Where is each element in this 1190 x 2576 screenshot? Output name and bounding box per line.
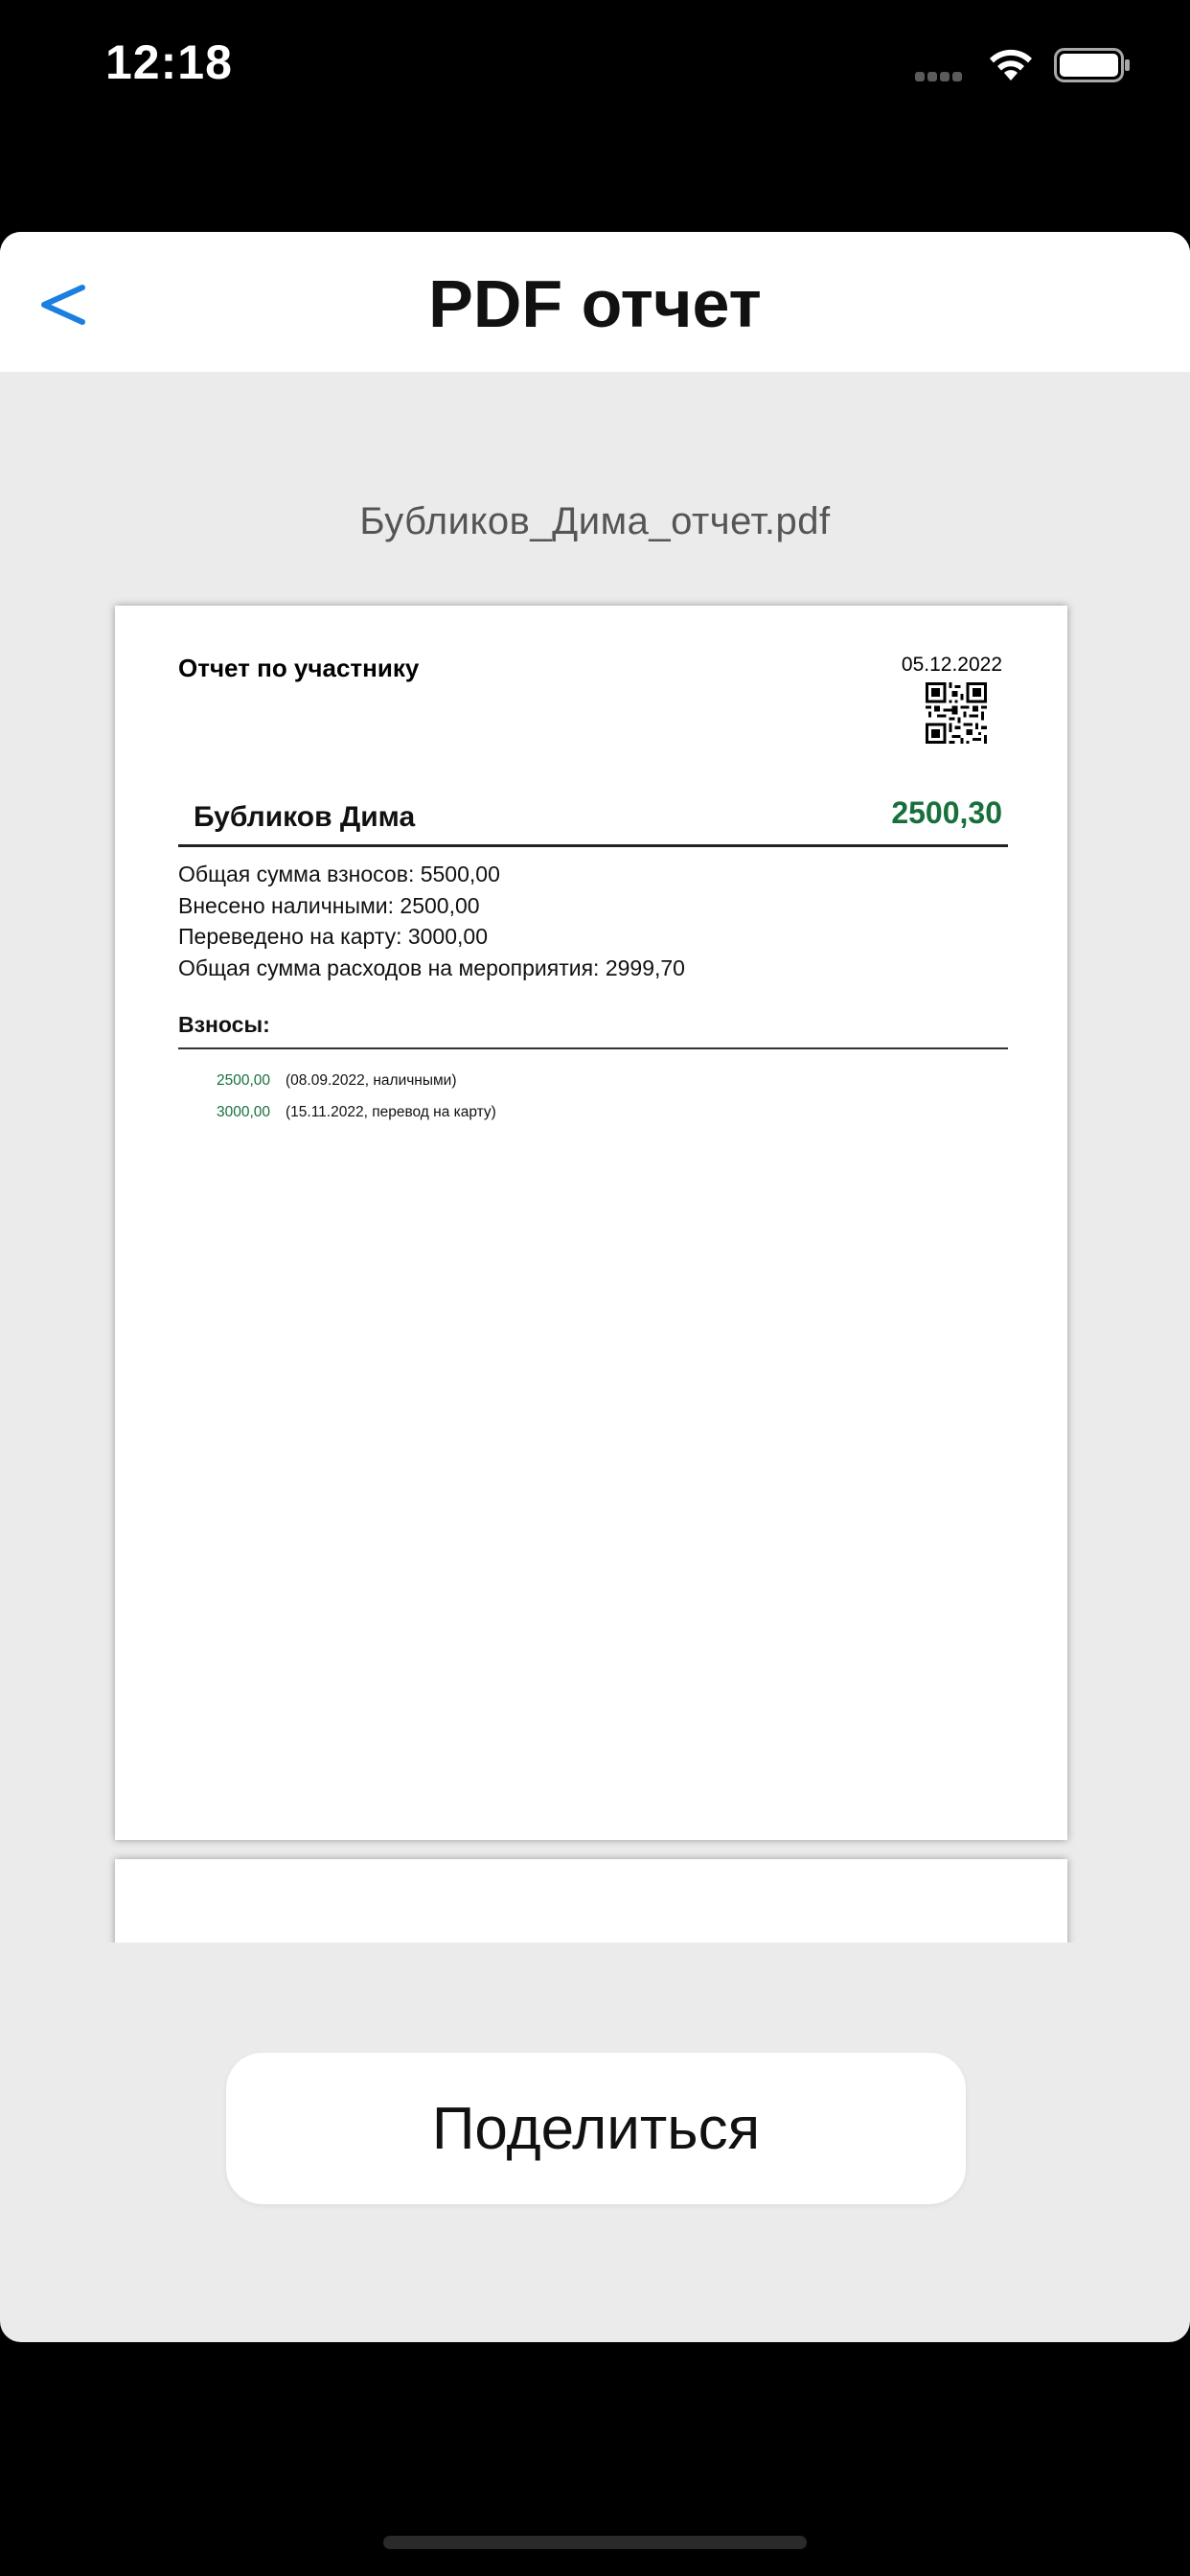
file-name: Бубликов_Дима_отчет.pdf: [359, 500, 831, 542]
page-title: PDF отчет: [428, 266, 762, 341]
divider: [178, 1047, 1008, 1049]
contribution-note: (15.11.2022, перевод на карту): [286, 1104, 496, 1120]
battery-icon: [1054, 48, 1131, 82]
summary-block: [178, 859, 685, 983]
summary-event-expenses: Общая сумма расходов на мероприятия: 2999,70: [178, 954, 685, 980]
modal-sheet: [0, 232, 1190, 2342]
list-item: [178, 1070, 496, 1101]
navigation-bar: [0, 232, 1190, 372]
participant-name: Бубликов Дима: [194, 801, 416, 833]
divider: [178, 844, 1008, 847]
home-indicator[interactable]: [383, 2536, 807, 2549]
cellular-signal-icon: [915, 69, 965, 86]
contribution-note: (08.09.2022, наличными): [286, 1072, 457, 1089]
report-heading: Отчет по участнику: [178, 654, 420, 682]
contribution-amount: 3000,00: [216, 1104, 270, 1120]
list-item: [178, 1101, 496, 1133]
contributions-list: [178, 1070, 496, 1133]
summary-cash: Внесено наличными: 2500,00: [178, 892, 480, 918]
status-time: 12:18: [105, 35, 233, 89]
contributions-heading: Взносы:: [178, 1012, 270, 1037]
wifi-icon: [987, 46, 1035, 82]
pdf-preview[interactable]: [105, 596, 1083, 1943]
share-button[interactable]: Поделиться: [226, 2053, 966, 2204]
summary-card-transfer: Переведено на карту: 3000,00: [178, 924, 488, 949]
pdf-page: [115, 606, 1067, 1840]
summary-total-contributions: Общая сумма взносов: 5500,00: [178, 862, 500, 886]
pdf-page-2: [115, 1859, 1067, 1943]
contribution-amount: 2500,00: [216, 1072, 270, 1089]
balance-amount: 2500,30: [891, 795, 1002, 830]
report-date: 05.12.2022: [901, 654, 1002, 676]
qr-code-icon: [926, 682, 987, 744]
